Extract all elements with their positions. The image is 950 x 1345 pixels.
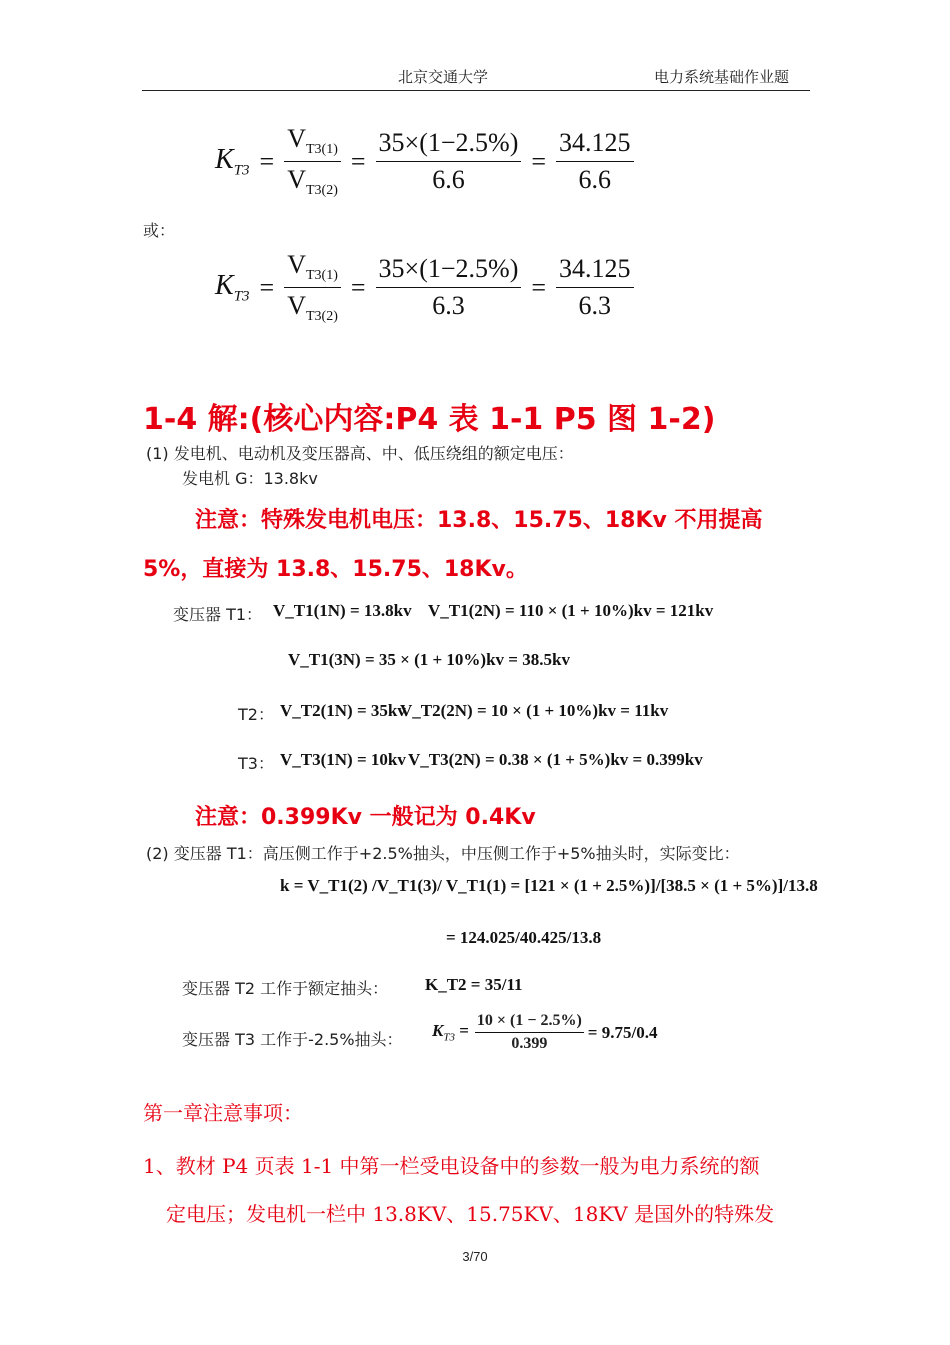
equation-kt3-b: $K_{T3}$ = $\frac{V_{T3(1)}}{V_{T3(2)}}$ = $\frac{35\times(1-2.5\%)}{6.3}$ = $\frac{34.125}{6.3}$ bbox=[215, 250, 634, 325]
chapter-notes-title: 第一章注意事项： bbox=[143, 1101, 303, 1125]
t3-ratio: $K_{T3}$ = $\frac{10 \times (1 - 2.5\%)}{0.399}$ = 9.75/0.4 bbox=[432, 1012, 658, 1052]
header-rule bbox=[142, 90, 810, 91]
generator-voltage: 发电机 G：13.8kv bbox=[182, 469, 318, 488]
page-number: 3/70 bbox=[462, 1249, 488, 1264]
t1-actual-ratio: k = V_T1(2) /V_T1(3)/ V_T1(1) = [121 × (1 + 2.5%)]/[38.5 × (1 + 5%)]/13.8 bbox=[280, 876, 818, 895]
t2-tap-label: 变压器 T2 工作于额定抽头： bbox=[182, 979, 389, 998]
t2-label: T2： bbox=[238, 705, 274, 724]
t3-voltage-2n: V_T3(2N) = 0.38 × (1 + 5%)kv = 0.399kv bbox=[408, 750, 703, 769]
eq-fraction-voltage: $\frac{V_{T3(1)}}{V_{T3(2)}}$ bbox=[284, 124, 341, 199]
t3-ratio-fraction: $\frac{10 \times (1 - 2.5\%)}{0.399}$ bbox=[476, 1012, 582, 1052]
section-heading: 1-4 解:(核心内容:P4 表 1-1 P5 图 1-2) bbox=[143, 402, 716, 437]
t3-label: T3： bbox=[238, 754, 274, 773]
eq-fraction-tap: $\frac{35\times(1-2.5\%)}{6.3}$ bbox=[376, 254, 522, 321]
t2-ratio: K_T2 = 35/11 bbox=[425, 975, 523, 994]
eq-fraction-result: $\frac{34.125}{6.6}$ bbox=[556, 128, 634, 195]
note-special-generator-line2: 5%，直接为 13.8、15.75、18Kv。 bbox=[143, 557, 528, 582]
chapter-note-1-line1: 1、教材 P4 页表 1-1 中第一栏受电设备中的参数一般为电力系统的额 bbox=[143, 1154, 760, 1178]
note-special-generator-line1: 注意：特殊发电机电压：13.8、15.75、18Kv 不用提高 bbox=[195, 508, 763, 533]
header-right: 电力系统基础作业题 bbox=[654, 68, 790, 86]
t1-label: 变压器 T1： bbox=[173, 605, 263, 624]
chapter-note-1-line2: 定电压；发电机一栏中 13.8KV、15.75KV、18KV 是国外的特殊发 bbox=[166, 1202, 775, 1226]
eq-fraction-voltage: $\frac{V_{T3(1)}}{V_{T3(2)}}$ bbox=[284, 250, 341, 325]
eq-lhs: $K_{T3}$ bbox=[215, 143, 250, 179]
part2-intro: (2) 变压器 T1：高压侧工作于+2.5%抽头，中压侧工作于+5%抽头时，实际变比： bbox=[146, 844, 740, 863]
eq-lhs: $K_{T3}$ bbox=[215, 269, 250, 305]
t1-voltage-1n: V_T1(1N) = 13.8kv bbox=[273, 601, 412, 620]
note-04kv: 注意：0.399Kv 一般记为 0.4Kv bbox=[195, 805, 536, 830]
eq-fraction-tap: $\frac{35\times(1-2.5\%)}{6.6}$ bbox=[376, 128, 522, 195]
eq-fraction-result: $\frac{34.125}{6.3}$ bbox=[556, 254, 634, 321]
or-label: 或： bbox=[143, 221, 176, 240]
t3-voltage-1n: V_T3(1N) = 10kv bbox=[280, 750, 406, 769]
t3-tap-label: 变压器 T3 工作于-2.5%抽头： bbox=[182, 1030, 403, 1049]
t2-voltage-2n: V_T2(2N) = 10 × (1 + 10%)kv = 11kv bbox=[400, 701, 669, 720]
equation-kt3-a: $K_{T3}$ = $\frac{V_{T3(1)}}{V_{T3(2)}}$ = $\frac{35\times(1-2.5\%)}{6.6}$ = $\frac{34.125}{6.6}$ bbox=[215, 124, 634, 199]
part1-intro: (1) 发电机、电动机及变压器高、中、低压绕组的额定电压： bbox=[146, 444, 574, 463]
t2-voltage-1n: V_T2(1N) = 35kv bbox=[280, 701, 406, 720]
t1-voltage-2n: V_T1(2N) = 110 × (1 + 10%)kv = 121kv bbox=[428, 601, 714, 620]
header-left: 北京交通大学 bbox=[398, 68, 489, 86]
t1-actual-ratio-result: = 124.025/40.425/13.8 bbox=[446, 928, 602, 947]
t1-voltage-3n: V_T1(3N) = 35 × (1 + 10%)kv = 38.5kv bbox=[288, 650, 570, 669]
